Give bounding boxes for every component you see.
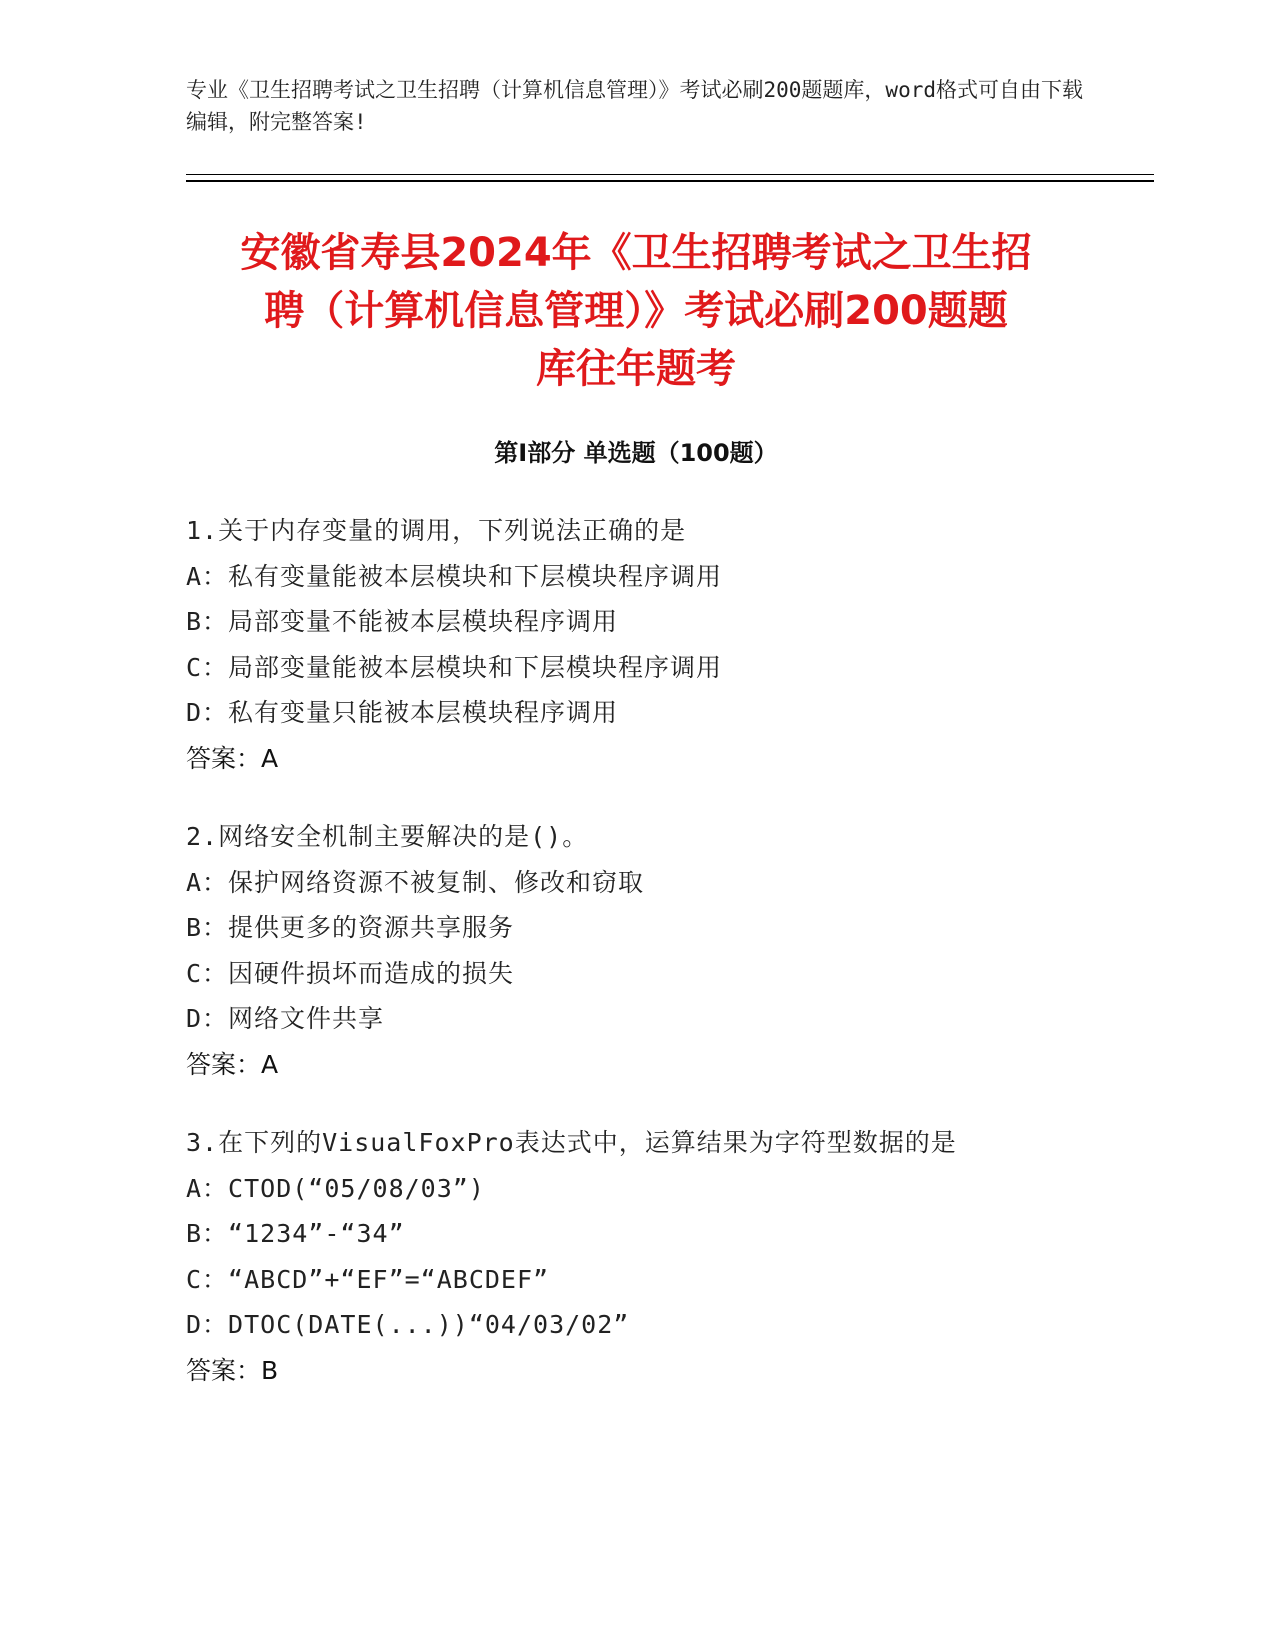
- option-a: A：CTOD(“05/08/03”): [186, 1173, 485, 1203]
- question-stem: 1.关于内存变量的调用，下列说法正确的是: [186, 516, 687, 545]
- option-a: A：保护网络资源不被复制、修改和窃取: [186, 867, 645, 897]
- question-2: [186, 814, 1106, 1087]
- option-d: D：网络文件共享: [186, 1004, 385, 1033]
- option-b: B：局部变量不能被本层模块程序调用: [186, 607, 619, 636]
- document-title: [186, 224, 1086, 398]
- header-note: 专业《卫生招聘考试之卫生招聘（计算机信息管理）》考试必刷200题题库，word格式可自由下载编辑，附完整答案!: [186, 78, 1083, 134]
- section-title: 第I部分 单选题（100题）: [494, 439, 778, 467]
- question-1: [186, 508, 1106, 781]
- question-stem: 2.网络安全机制主要解决的是()。: [186, 822, 589, 851]
- header-rule-thick: [186, 180, 1154, 182]
- option-d: D：DTOC(DATE(...))“04/03/02”: [186, 1310, 630, 1339]
- answer-line: 答案：A: [186, 743, 279, 773]
- title-line-3: 库往年题考: [536, 346, 736, 392]
- title-line-2: 聘（计算机信息管理）》考试必刷200题题: [264, 288, 1008, 334]
- option-c: C：局部变量能被本层模块和下层模块程序调用: [186, 652, 723, 682]
- question-3: [186, 1120, 1106, 1393]
- option-b: B：提供更多的资源共享服务: [186, 913, 515, 942]
- option-a: A：私有变量能被本层模块和下层模块程序调用: [186, 561, 723, 591]
- option-d: D：私有变量只能被本层模块程序调用: [186, 698, 619, 727]
- answer-line: 答案：B: [186, 1355, 279, 1385]
- header-rule-thin: [186, 174, 1154, 175]
- option-c: C：因硬件损坏而造成的损失: [186, 958, 515, 988]
- title-line-1: 安徽省寿县2024年《卫生招聘考试之卫生招: [240, 230, 1032, 276]
- option-b: B：“1234”-“34”: [186, 1219, 405, 1248]
- question-stem: 3.在下列的VisualFoxPro表达式中，运算结果为字符型数据的是: [186, 1128, 957, 1157]
- option-c: C：“ABCD”+“EF”=“ABCDEF”: [186, 1264, 550, 1294]
- answer-line: 答案：A: [186, 1049, 279, 1079]
